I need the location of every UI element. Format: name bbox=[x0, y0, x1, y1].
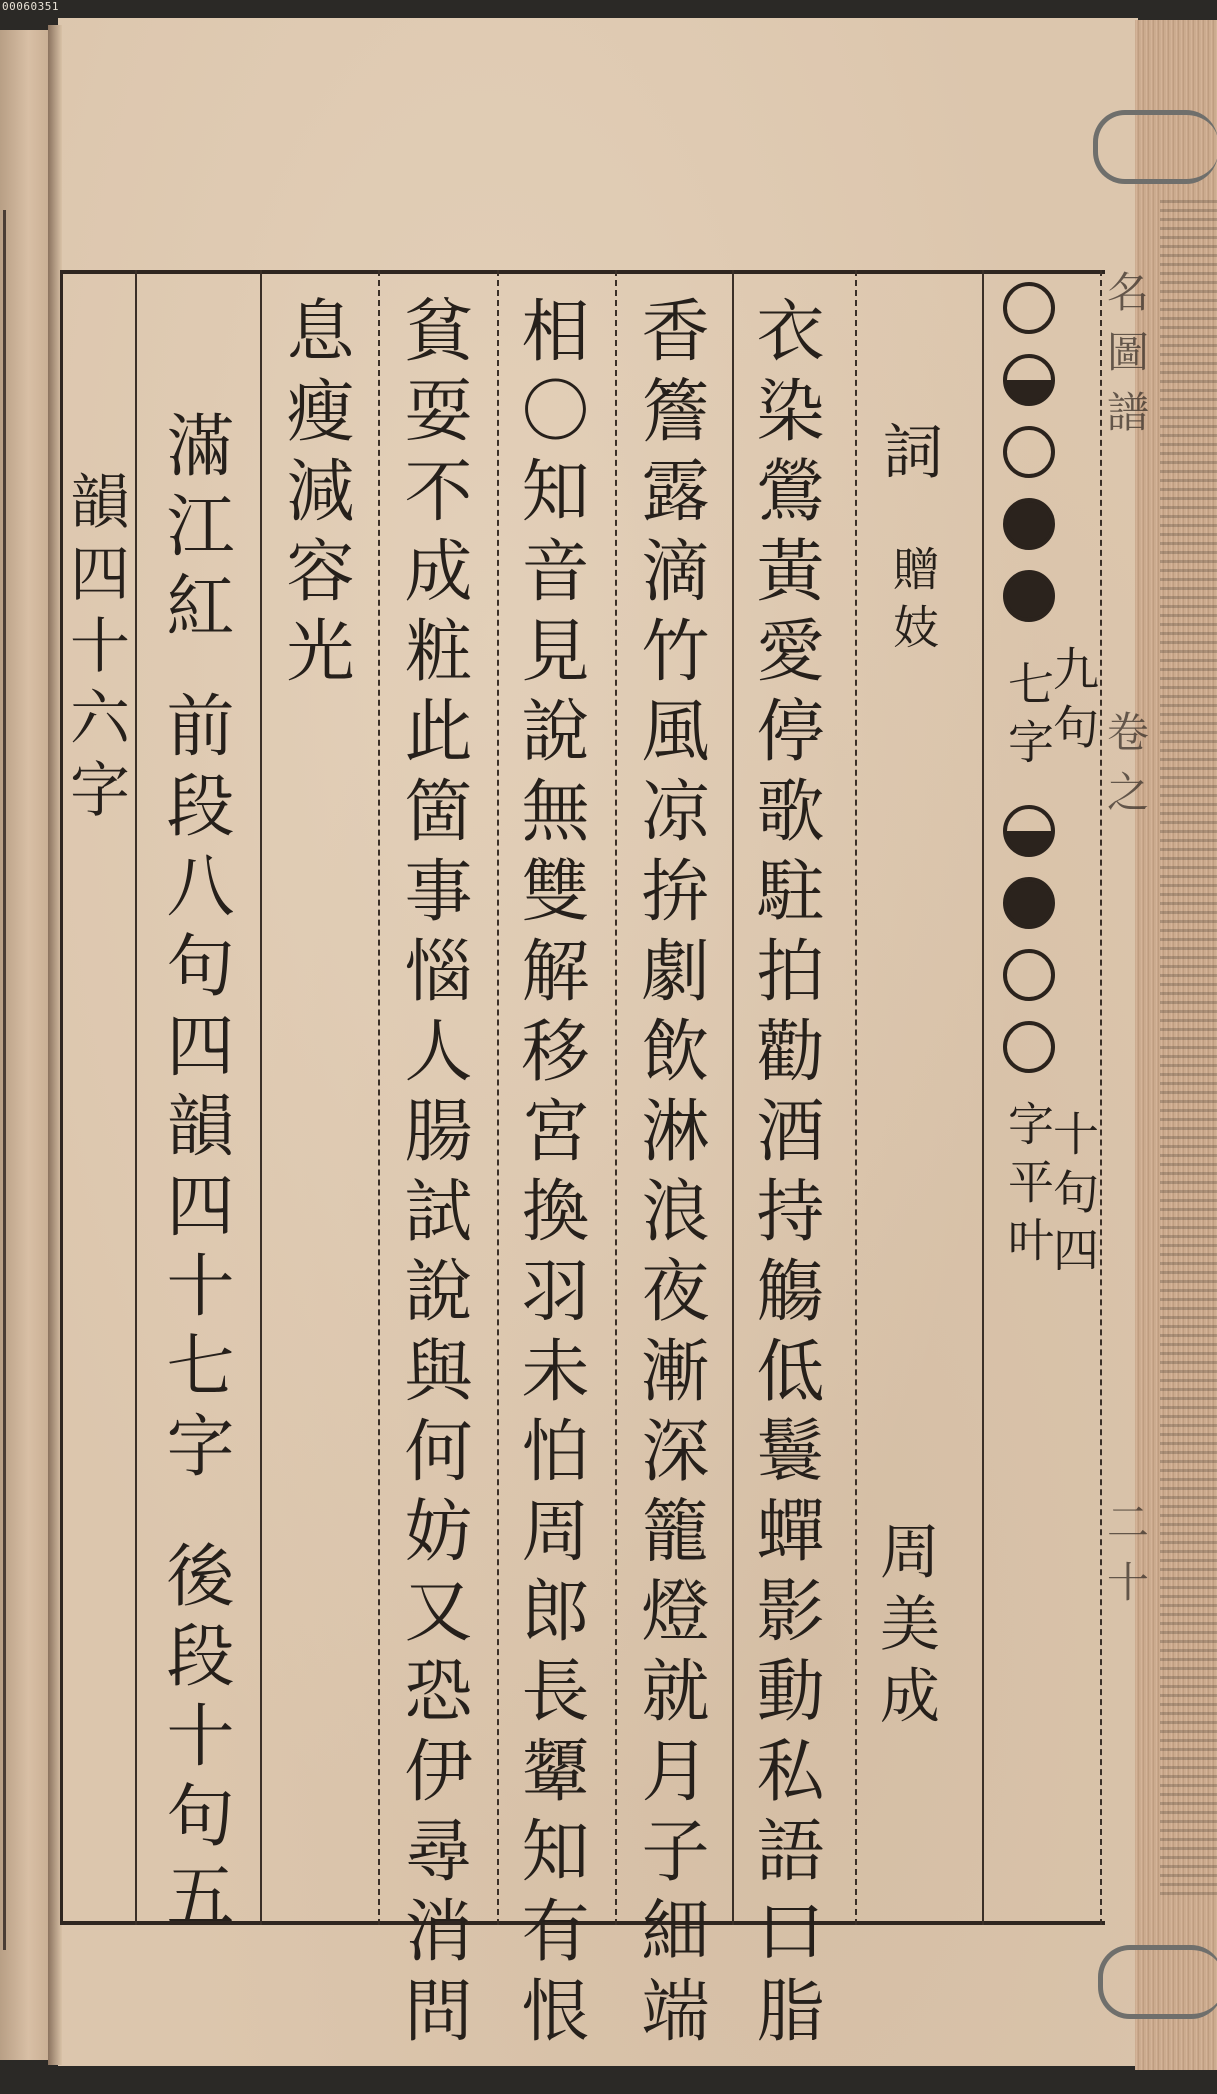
text-frame bbox=[60, 270, 1105, 2055]
column-rule bbox=[982, 270, 984, 1925]
poem-line: 息瘦減容光 bbox=[275, 295, 354, 695]
oblique-tone-circle-icon bbox=[1003, 570, 1055, 622]
level-tone-circle-icon bbox=[1003, 282, 1055, 334]
catalog-id: 00060351 bbox=[2, 0, 59, 13]
next-tune-continuation: 韻四十六字 bbox=[60, 470, 130, 830]
column-rule bbox=[260, 270, 262, 1925]
level-tone-circle-icon bbox=[1003, 1021, 1055, 1073]
binding-clip-icon bbox=[1098, 1945, 1217, 2019]
variable-tone-circle-icon bbox=[1003, 354, 1055, 406]
poem-line: 香簷露滴竹風凉拚劇飲淋浪夜漸深籠燈就月子細端 bbox=[630, 295, 709, 2055]
column-rule bbox=[615, 270, 617, 1925]
pattern-note-top: 十句四 bbox=[1046, 1110, 1100, 1284]
oblique-tone-circle-icon bbox=[1003, 498, 1055, 550]
poem-author: 周美成 bbox=[870, 1520, 940, 1736]
tone-pattern-circles-2 bbox=[1003, 805, 1055, 1073]
margin-title: 名圖譜 bbox=[1101, 270, 1150, 450]
poem-line: 貧耍不成粧此箇事惱人腸試說與何妨又恐伊尋消問 bbox=[393, 295, 472, 2055]
next-tune-summary-2: 後段十句五 bbox=[155, 1540, 234, 1940]
margin-section: 卷之 bbox=[1101, 710, 1150, 830]
next-tune-title: 滿江紅 bbox=[155, 410, 234, 650]
oblique-tone-circle-icon bbox=[1003, 877, 1055, 929]
pattern-note-lines: 九句 bbox=[1046, 645, 1100, 761]
pattern-note-bottom: 字平叶 bbox=[1001, 1100, 1055, 1274]
column-rule bbox=[732, 270, 734, 1925]
column-rule bbox=[135, 270, 137, 1925]
fore-edge-texture bbox=[1160, 200, 1217, 1900]
left-page-edge bbox=[0, 30, 52, 2060]
level-tone-circle-icon bbox=[1003, 426, 1055, 478]
column-rule bbox=[497, 270, 499, 1925]
genre-label: 詞 bbox=[873, 420, 943, 492]
margin-folio: 二十 bbox=[1101, 1500, 1150, 1620]
left-page-rule bbox=[3, 210, 6, 1950]
poem-line: 衣染鶯黃愛停歌駐拍勸酒持觴低鬟蟬影動私語口脂 bbox=[745, 295, 824, 2055]
pattern-note-chars: 七字 bbox=[1001, 660, 1055, 776]
variable-tone-circle-icon bbox=[1003, 805, 1055, 857]
column-rule bbox=[855, 270, 857, 1925]
column-rule bbox=[378, 270, 380, 1925]
tone-pattern-circles bbox=[1003, 282, 1055, 622]
poem-line: 相〇知音見說無雙解移宮換羽未怕周郎長顰知有恨 bbox=[510, 295, 589, 2055]
column-rule bbox=[1100, 270, 1102, 1925]
binding-clip-icon bbox=[1093, 110, 1217, 184]
poem-subtitle: 贈妓 bbox=[886, 545, 940, 661]
next-tune-summary: 前段八句四韻四十七字 bbox=[155, 690, 234, 1490]
level-tone-circle-icon bbox=[1003, 949, 1055, 1001]
